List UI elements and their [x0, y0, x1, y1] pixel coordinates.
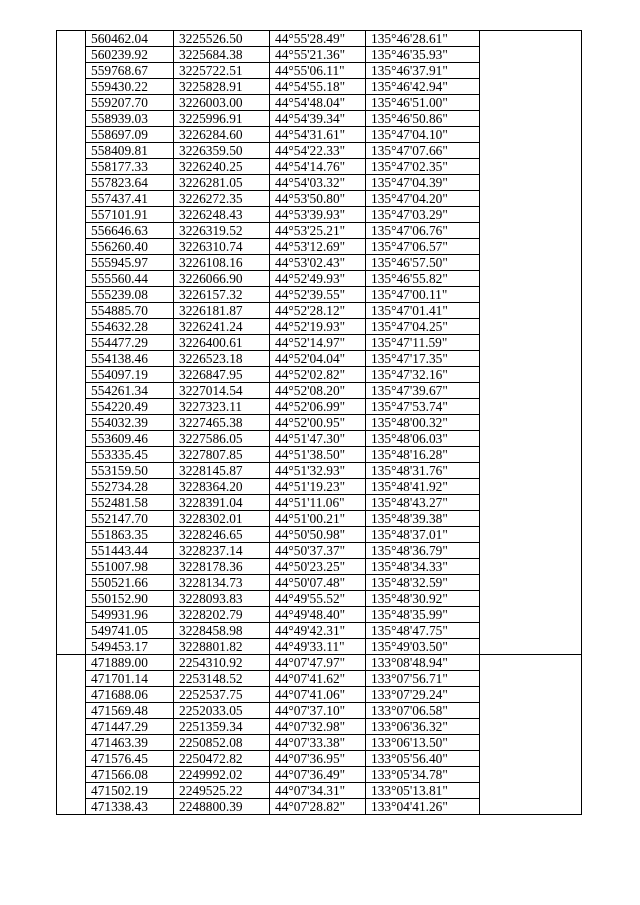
y-coordinate-cell: 2250472.82	[174, 751, 270, 767]
coordinates-table	[56, 30, 582, 815]
x-coordinate-cell: 549931.96	[86, 607, 174, 623]
latitude-cell: 44°51'00.21"	[270, 511, 366, 527]
y-coordinate-cell: 3228145.87	[174, 463, 270, 479]
latitude-cell: 44°50'50.98"	[270, 527, 366, 543]
x-coordinate-cell: 558177.33	[86, 159, 174, 175]
longitude-cell: 135°46'35.93"	[366, 47, 480, 63]
longitude-cell: 135°48'36.79"	[366, 543, 480, 559]
y-coordinate-cell: 3226272.35	[174, 191, 270, 207]
x-coordinate-cell: 471569.48	[86, 703, 174, 719]
longitude-cell: 135°47'06.57"	[366, 239, 480, 255]
x-coordinate-cell: 557101.91	[86, 207, 174, 223]
latitude-cell: 44°52'49.93"	[270, 271, 366, 287]
longitude-cell: 135°48'30.92"	[366, 591, 480, 607]
x-coordinate-cell: 555945.97	[86, 255, 174, 271]
x-coordinate-cell: 551863.35	[86, 527, 174, 543]
x-coordinate-cell: 560462.04	[86, 31, 174, 47]
y-coordinate-cell: 3228178.36	[174, 559, 270, 575]
longitude-cell: 135°48'39.38"	[366, 511, 480, 527]
x-coordinate-cell: 552481.58	[86, 495, 174, 511]
longitude-cell: 135°48'31.76"	[366, 463, 480, 479]
x-coordinate-cell: 554097.19	[86, 367, 174, 383]
y-coordinate-cell: 3227807.85	[174, 447, 270, 463]
latitude-cell: 44°52'28.12"	[270, 303, 366, 319]
longitude-cell: 135°48'06.03"	[366, 431, 480, 447]
latitude-cell: 44°54'48.04"	[270, 95, 366, 111]
y-coordinate-cell: 3227014.54	[174, 383, 270, 399]
latitude-cell: 44°55'06.11"	[270, 63, 366, 79]
latitude-cell: 44°07'41.06"	[270, 687, 366, 703]
y-coordinate-cell: 3228093.83	[174, 591, 270, 607]
longitude-cell: 135°48'37.01"	[366, 527, 480, 543]
longitude-cell: 135°48'34.33"	[366, 559, 480, 575]
y-coordinate-cell: 3226310.74	[174, 239, 270, 255]
longitude-cell: 135°47'00.11"	[366, 287, 480, 303]
latitude-cell: 44°51'19.23"	[270, 479, 366, 495]
latitude-cell: 44°51'11.06"	[270, 495, 366, 511]
latitude-cell: 44°51'32.93"	[270, 463, 366, 479]
x-coordinate-cell: 471576.45	[86, 751, 174, 767]
y-coordinate-cell: 3226181.87	[174, 303, 270, 319]
x-coordinate-cell: 549453.17	[86, 639, 174, 655]
longitude-cell: 135°47'17.35"	[366, 351, 480, 367]
latitude-cell: 44°49'33.11"	[270, 639, 366, 655]
latitude-cell: 44°07'36.95"	[270, 751, 366, 767]
x-coordinate-cell: 558697.09	[86, 127, 174, 143]
latitude-cell: 44°52'08.20"	[270, 383, 366, 399]
x-coordinate-cell: 555239.08	[86, 287, 174, 303]
longitude-cell: 135°46'57.50"	[366, 255, 480, 271]
y-coordinate-cell: 3226847.95	[174, 367, 270, 383]
y-coordinate-cell: 3225996.91	[174, 111, 270, 127]
longitude-cell: 135°47'39.67"	[366, 383, 480, 399]
group-blank-cell-right	[480, 31, 582, 655]
x-coordinate-cell: 559207.70	[86, 95, 174, 111]
longitude-cell: 135°46'28.61"	[366, 31, 480, 47]
latitude-cell: 44°07'47.97"	[270, 655, 366, 671]
longitude-cell: 135°46'42.94"	[366, 79, 480, 95]
longitude-cell: 133°07'29.24"	[366, 687, 480, 703]
y-coordinate-cell: 3225684.38	[174, 47, 270, 63]
latitude-cell: 44°55'21.36"	[270, 47, 366, 63]
x-coordinate-cell: 471338.43	[86, 799, 174, 815]
coordinates-table-body	[57, 31, 582, 815]
y-coordinate-cell: 3225722.51	[174, 63, 270, 79]
y-coordinate-cell: 2249525.22	[174, 783, 270, 799]
x-coordinate-cell: 554220.49	[86, 399, 174, 415]
longitude-cell: 135°47'02.35"	[366, 159, 480, 175]
y-coordinate-cell: 2249992.02	[174, 767, 270, 783]
y-coordinate-cell: 2250852.08	[174, 735, 270, 751]
latitude-cell: 44°07'34.31"	[270, 783, 366, 799]
latitude-cell: 44°54'03.32"	[270, 175, 366, 191]
x-coordinate-cell: 553335.45	[86, 447, 174, 463]
y-coordinate-cell: 3228302.01	[174, 511, 270, 527]
x-coordinate-cell: 559430.22	[86, 79, 174, 95]
y-coordinate-cell: 2253148.52	[174, 671, 270, 687]
latitude-cell: 44°54'55.18"	[270, 79, 366, 95]
x-coordinate-cell: 471463.39	[86, 735, 174, 751]
latitude-cell: 44°50'37.37"	[270, 543, 366, 559]
x-coordinate-cell: 553609.46	[86, 431, 174, 447]
y-coordinate-cell: 3227465.38	[174, 415, 270, 431]
longitude-cell: 133°04'41.26"	[366, 799, 480, 815]
longitude-cell: 135°48'35.99"	[366, 607, 480, 623]
y-coordinate-cell: 2251359.34	[174, 719, 270, 735]
y-coordinate-cell: 3227323.11	[174, 399, 270, 415]
longitude-cell: 135°47'04.20"	[366, 191, 480, 207]
x-coordinate-cell: 558409.81	[86, 143, 174, 159]
y-coordinate-cell: 3226240.25	[174, 159, 270, 175]
y-coordinate-cell: 3226400.61	[174, 335, 270, 351]
y-coordinate-cell: 2252537.75	[174, 687, 270, 703]
table-row	[57, 655, 582, 671]
y-coordinate-cell: 3228134.73	[174, 575, 270, 591]
y-coordinate-cell: 3226281.05	[174, 175, 270, 191]
latitude-cell: 44°51'47.30"	[270, 431, 366, 447]
longitude-cell: 135°48'43.27"	[366, 495, 480, 511]
y-coordinate-cell: 3226319.52	[174, 223, 270, 239]
y-coordinate-cell: 3227586.05	[174, 431, 270, 447]
x-coordinate-cell: 552147.70	[86, 511, 174, 527]
latitude-cell: 44°07'33.38"	[270, 735, 366, 751]
longitude-cell: 133°07'56.71"	[366, 671, 480, 687]
latitude-cell: 44°07'36.49"	[270, 767, 366, 783]
group-blank-cell-left	[57, 31, 86, 655]
x-coordinate-cell: 557437.41	[86, 191, 174, 207]
x-coordinate-cell: 554032.39	[86, 415, 174, 431]
y-coordinate-cell: 3226157.32	[174, 287, 270, 303]
latitude-cell: 44°52'39.55"	[270, 287, 366, 303]
latitude-cell: 44°54'39.34"	[270, 111, 366, 127]
y-coordinate-cell: 3226003.00	[174, 95, 270, 111]
latitude-cell: 44°54'14.76"	[270, 159, 366, 175]
latitude-cell: 44°52'14.97"	[270, 335, 366, 351]
table-row	[57, 31, 582, 47]
x-coordinate-cell: 553159.50	[86, 463, 174, 479]
x-coordinate-cell: 551443.44	[86, 543, 174, 559]
longitude-cell: 133°06'36.32"	[366, 719, 480, 735]
y-coordinate-cell: 2252033.05	[174, 703, 270, 719]
latitude-cell: 44°53'50.80"	[270, 191, 366, 207]
longitude-cell: 135°47'04.10"	[366, 127, 480, 143]
x-coordinate-cell: 471447.29	[86, 719, 174, 735]
y-coordinate-cell: 3226241.24	[174, 319, 270, 335]
latitude-cell: 44°53'39.93"	[270, 207, 366, 223]
longitude-cell: 135°47'11.59"	[366, 335, 480, 351]
latitude-cell: 44°52'02.82"	[270, 367, 366, 383]
y-coordinate-cell: 3228202.79	[174, 607, 270, 623]
longitude-cell: 135°47'04.25"	[366, 319, 480, 335]
longitude-cell: 135°48'16.28"	[366, 447, 480, 463]
x-coordinate-cell: 558939.03	[86, 111, 174, 127]
y-coordinate-cell: 3228458.98	[174, 623, 270, 639]
x-coordinate-cell: 471502.19	[86, 783, 174, 799]
y-coordinate-cell: 3228801.82	[174, 639, 270, 655]
latitude-cell: 44°52'00.95"	[270, 415, 366, 431]
longitude-cell: 133°08'48.94"	[366, 655, 480, 671]
latitude-cell: 44°54'31.61"	[270, 127, 366, 143]
y-coordinate-cell: 3226108.16	[174, 255, 270, 271]
x-coordinate-cell: 560239.92	[86, 47, 174, 63]
y-coordinate-cell: 3228237.14	[174, 543, 270, 559]
longitude-cell: 135°46'37.91"	[366, 63, 480, 79]
y-coordinate-cell: 3226248.43	[174, 207, 270, 223]
latitude-cell: 44°07'41.62"	[270, 671, 366, 687]
latitude-cell: 44°54'22.33"	[270, 143, 366, 159]
x-coordinate-cell: 549741.05	[86, 623, 174, 639]
x-coordinate-cell: 554261.34	[86, 383, 174, 399]
latitude-cell: 44°49'55.52"	[270, 591, 366, 607]
longitude-cell: 133°05'56.40"	[366, 751, 480, 767]
longitude-cell: 135°47'03.29"	[366, 207, 480, 223]
x-coordinate-cell: 557823.64	[86, 175, 174, 191]
latitude-cell: 44°51'38.50"	[270, 447, 366, 463]
x-coordinate-cell: 550521.66	[86, 575, 174, 591]
latitude-cell: 44°53'25.21"	[270, 223, 366, 239]
longitude-cell: 133°05'13.81"	[366, 783, 480, 799]
longitude-cell: 135°47'53.74"	[366, 399, 480, 415]
longitude-cell: 133°06'13.50"	[366, 735, 480, 751]
x-coordinate-cell: 559768.67	[86, 63, 174, 79]
latitude-cell: 44°49'48.40"	[270, 607, 366, 623]
longitude-cell: 135°46'51.00"	[366, 95, 480, 111]
longitude-cell: 135°47'06.76"	[366, 223, 480, 239]
latitude-cell: 44°53'02.43"	[270, 255, 366, 271]
x-coordinate-cell: 554632.28	[86, 319, 174, 335]
longitude-cell: 133°07'06.58"	[366, 703, 480, 719]
latitude-cell: 44°52'19.93"	[270, 319, 366, 335]
longitude-cell: 135°48'47.75"	[366, 623, 480, 639]
y-coordinate-cell: 2254310.92	[174, 655, 270, 671]
y-coordinate-cell: 3226523.18	[174, 351, 270, 367]
y-coordinate-cell: 3226359.50	[174, 143, 270, 159]
longitude-cell: 135°47'01.41"	[366, 303, 480, 319]
x-coordinate-cell: 554885.70	[86, 303, 174, 319]
y-coordinate-cell: 3225526.50	[174, 31, 270, 47]
latitude-cell: 44°50'07.48"	[270, 575, 366, 591]
latitude-cell: 44°07'28.82"	[270, 799, 366, 815]
x-coordinate-cell: 556260.40	[86, 239, 174, 255]
x-coordinate-cell: 471889.00	[86, 655, 174, 671]
y-coordinate-cell: 3228246.65	[174, 527, 270, 543]
x-coordinate-cell: 551007.98	[86, 559, 174, 575]
latitude-cell: 44°52'06.99"	[270, 399, 366, 415]
longitude-cell: 135°47'07.66"	[366, 143, 480, 159]
x-coordinate-cell: 554477.29	[86, 335, 174, 351]
y-coordinate-cell: 3226066.90	[174, 271, 270, 287]
longitude-cell: 135°49'03.50"	[366, 639, 480, 655]
x-coordinate-cell: 554138.46	[86, 351, 174, 367]
latitude-cell: 44°53'12.69"	[270, 239, 366, 255]
latitude-cell: 44°49'42.31"	[270, 623, 366, 639]
latitude-cell: 44°07'37.10"	[270, 703, 366, 719]
latitude-cell: 44°07'32.98"	[270, 719, 366, 735]
x-coordinate-cell: 556646.63	[86, 223, 174, 239]
x-coordinate-cell: 471701.14	[86, 671, 174, 687]
latitude-cell: 44°50'23.25"	[270, 559, 366, 575]
longitude-cell: 135°48'00.32"	[366, 415, 480, 431]
x-coordinate-cell: 555560.44	[86, 271, 174, 287]
longitude-cell: 135°48'41.92"	[366, 479, 480, 495]
x-coordinate-cell: 471566.08	[86, 767, 174, 783]
y-coordinate-cell: 3228391.04	[174, 495, 270, 511]
y-coordinate-cell: 3226284.60	[174, 127, 270, 143]
longitude-cell: 133°05'34.78"	[366, 767, 480, 783]
group-blank-cell-left	[57, 655, 86, 815]
y-coordinate-cell: 3228364.20	[174, 479, 270, 495]
longitude-cell: 135°47'04.39"	[366, 175, 480, 191]
y-coordinate-cell: 2248800.39	[174, 799, 270, 815]
group-blank-cell-right	[480, 655, 582, 815]
latitude-cell: 44°55'28.49"	[270, 31, 366, 47]
latitude-cell: 44°52'04.04"	[270, 351, 366, 367]
longitude-cell: 135°48'32.59"	[366, 575, 480, 591]
x-coordinate-cell: 552734.28	[86, 479, 174, 495]
x-coordinate-cell: 550152.90	[86, 591, 174, 607]
longitude-cell: 135°47'32.16"	[366, 367, 480, 383]
longitude-cell: 135°46'55.82"	[366, 271, 480, 287]
y-coordinate-cell: 3225828.91	[174, 79, 270, 95]
x-coordinate-cell: 471688.06	[86, 687, 174, 703]
longitude-cell: 135°46'50.86"	[366, 111, 480, 127]
